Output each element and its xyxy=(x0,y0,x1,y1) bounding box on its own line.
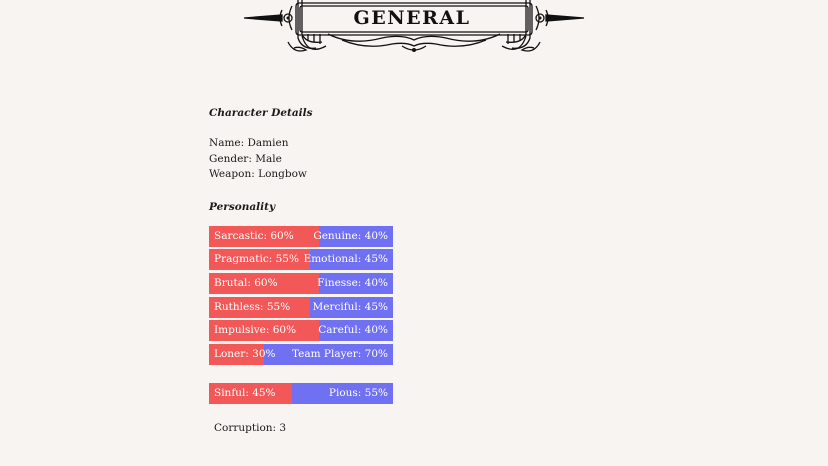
trait-left-label: Sarcastic: 60% xyxy=(214,229,294,242)
corruption-value: Corruption: 3 xyxy=(214,421,287,434)
character-weapon: Weapon: Longbow xyxy=(209,168,307,180)
pious-label: Pious: 55% xyxy=(328,386,388,399)
trait-right-label: Finesse: 40% xyxy=(317,276,388,289)
character-gender: Gender: Male xyxy=(209,152,282,165)
trait-bar-pragmatic-emotional xyxy=(209,249,393,270)
trait-bar-sarcastic-genuine xyxy=(209,226,393,247)
morality-bar-sinful-pious xyxy=(209,383,393,404)
personality-heading: Personality xyxy=(209,200,276,213)
character-name: Name: Damien xyxy=(209,137,289,149)
trait-bar-impulsive-careful xyxy=(209,320,393,341)
character-details xyxy=(209,136,469,183)
trait-right-label: Merciful: 45% xyxy=(312,300,388,313)
trait-right-label: Genuine: 40% xyxy=(313,229,388,242)
page-title: GENERAL xyxy=(353,7,471,29)
trait-left-label: Impulsive: 60% xyxy=(214,324,297,337)
trait-right-label: Emotional: 45% xyxy=(303,253,388,266)
trait-left-label: Pragmatic: 55% xyxy=(214,253,299,266)
character-sheet xyxy=(209,104,469,438)
personality-traits xyxy=(209,226,393,404)
character-details-heading: Character Details xyxy=(209,107,313,119)
trait-bar-brutal-finesse xyxy=(209,273,393,294)
trait-bar-ruthless-merciful xyxy=(209,297,393,318)
trait-left-label: Ruthless: 55% xyxy=(214,300,291,313)
trait-left-label: Loner: 30% xyxy=(214,347,276,360)
trait-left-label: Brutal: 60% xyxy=(214,276,278,289)
trait-bar-loner-team-player xyxy=(209,344,393,365)
trait-right-label: Careful: 40% xyxy=(318,324,388,337)
trait-right-label: Team Player: 70% xyxy=(291,347,388,360)
sinful-label: Sinful: 45% xyxy=(214,386,276,399)
